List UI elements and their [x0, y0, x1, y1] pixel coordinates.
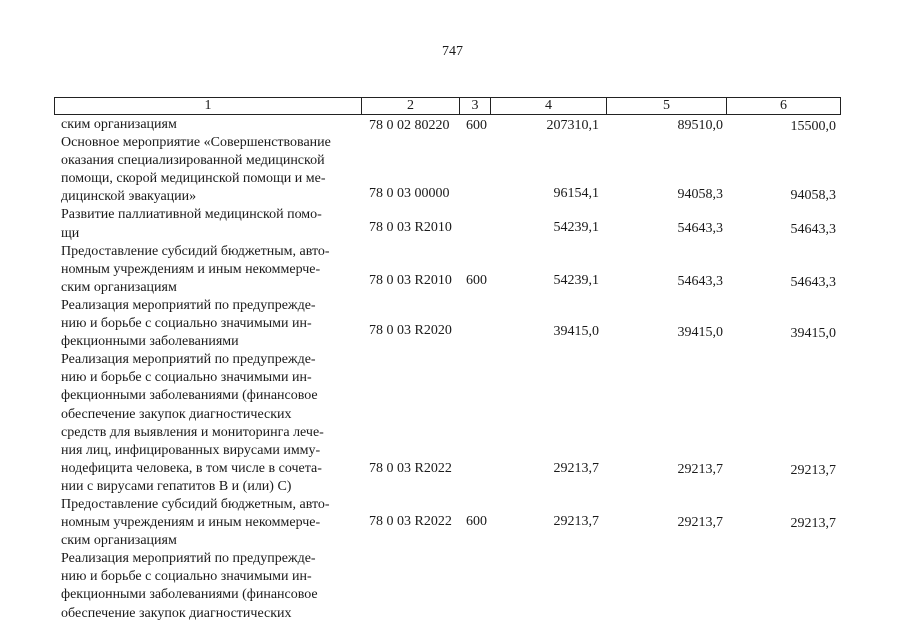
table-header	[54, 97, 841, 115]
text-line: Предоставление субсидий бюджетным, авто-	[61, 243, 330, 259]
text-line: ским организациям	[61, 117, 177, 132]
row-value-col4: 39415,0	[553, 324, 599, 339]
row-value-col4: 54239,1	[553, 273, 599, 288]
row-value-col4: 96154,1	[553, 186, 599, 201]
text-line: нию и борьбе с социально значимыми ин-	[61, 370, 312, 386]
text-line: нию и борьбе с социально значимыми ин-	[61, 316, 312, 332]
row-expense-type: 600	[466, 118, 487, 133]
page-number: 747	[442, 44, 463, 59]
row-value-col5: 94058,3	[677, 187, 723, 202]
row-value-col5: 29213,7	[677, 462, 723, 477]
row-value-col4: 207310,1	[546, 118, 599, 133]
row-value-col5: 54643,3	[677, 274, 723, 289]
row-value-col6: 29213,7	[790, 516, 836, 531]
row-code: 78 0 03 R2022	[369, 514, 452, 529]
text-line: обеспечение закупок диагностических	[61, 605, 292, 621]
text-line: ским организациям	[61, 279, 177, 295]
text-line: Реализация мероприятий по предупрежде-	[61, 352, 316, 368]
row-code: 78 0 02 80220	[369, 118, 450, 133]
row-expense-type: 600	[466, 273, 487, 288]
text-line: ским организациям	[61, 533, 177, 549]
text-line: Развитие паллиативной медицинской помо-	[61, 207, 322, 223]
text-line: щи	[61, 225, 80, 241]
row-value-col5: 29213,7	[677, 515, 723, 530]
text-line: Предоставление субсидий бюджетным, авто-	[61, 496, 330, 512]
text-line: Реализация мероприятий по предупрежде-	[61, 297, 316, 313]
row-value-col5: 89510,0	[677, 118, 723, 133]
description-column	[61, 116, 359, 623]
row-value-col6: 54643,3	[790, 222, 836, 237]
text-line: фекционными заболеваниями (финансовое	[61, 388, 318, 404]
row-code: 78 0 03 R2022	[369, 461, 452, 476]
text-line: ния лиц, инфицированных вирусами имму-	[61, 442, 321, 458]
row-expense-type: 600	[466, 514, 487, 529]
header-col-3: 3	[460, 98, 491, 114]
header-col-4: 4	[491, 98, 607, 114]
header-col-1: 1	[55, 98, 362, 114]
text-line: дицинской эвакуации»	[61, 189, 197, 205]
text-line: фекционными заболеваниями	[61, 334, 239, 350]
text-line: оказания специализированной медицинской	[61, 153, 325, 169]
row-value-col4: 29213,7	[553, 514, 599, 529]
text-line: нии с вирусами гепатитов В и (или) С)	[61, 478, 292, 494]
row-value-col6: 15500,0	[790, 119, 836, 134]
text-line: помощи, скорой медицинской помощи и ме-	[61, 171, 326, 187]
header-col-2: 2	[362, 98, 460, 114]
text-line: Основное мероприятие «Совершенствование	[61, 135, 331, 151]
row-code: 78 0 03 R2010	[369, 220, 452, 235]
text-line: Реализация мероприятий по предупрежде-	[61, 551, 316, 567]
row-value-col6: 94058,3	[790, 188, 836, 203]
row-code: 78 0 03 R2010	[369, 273, 452, 288]
header-col-5: 5	[607, 98, 727, 114]
text-line: номным учреждениям и иным некоммерче-	[61, 261, 321, 277]
row-value-col6: 54643,3	[790, 275, 836, 290]
text-line: средств для выявления и мониторинга лече-	[61, 424, 324, 440]
row-value-col5: 54643,3	[677, 221, 723, 236]
row-value-col4: 29213,7	[553, 461, 599, 476]
header-col-6: 6	[780, 98, 787, 113]
row-value-col4: 54239,1	[553, 220, 599, 235]
text-line: фекционными заболеваниями (финансовое	[61, 587, 318, 603]
row-value-col6: 29213,7	[790, 463, 836, 478]
row-value-col5: 39415,0	[677, 325, 723, 340]
row-code: 78 0 03 R2020	[369, 323, 452, 338]
row-code: 78 0 03 00000	[369, 186, 450, 201]
text-line: номным учреждениям и иным некоммерче-	[61, 515, 321, 531]
row-value-col6: 39415,0	[790, 326, 836, 341]
text-line: нодефицита человека, в том числе в сочета-	[61, 460, 322, 476]
text-line: нию и борьбе с социально значимыми ин-	[61, 569, 312, 585]
text-line: обеспечение закупок диагностических	[61, 406, 292, 422]
